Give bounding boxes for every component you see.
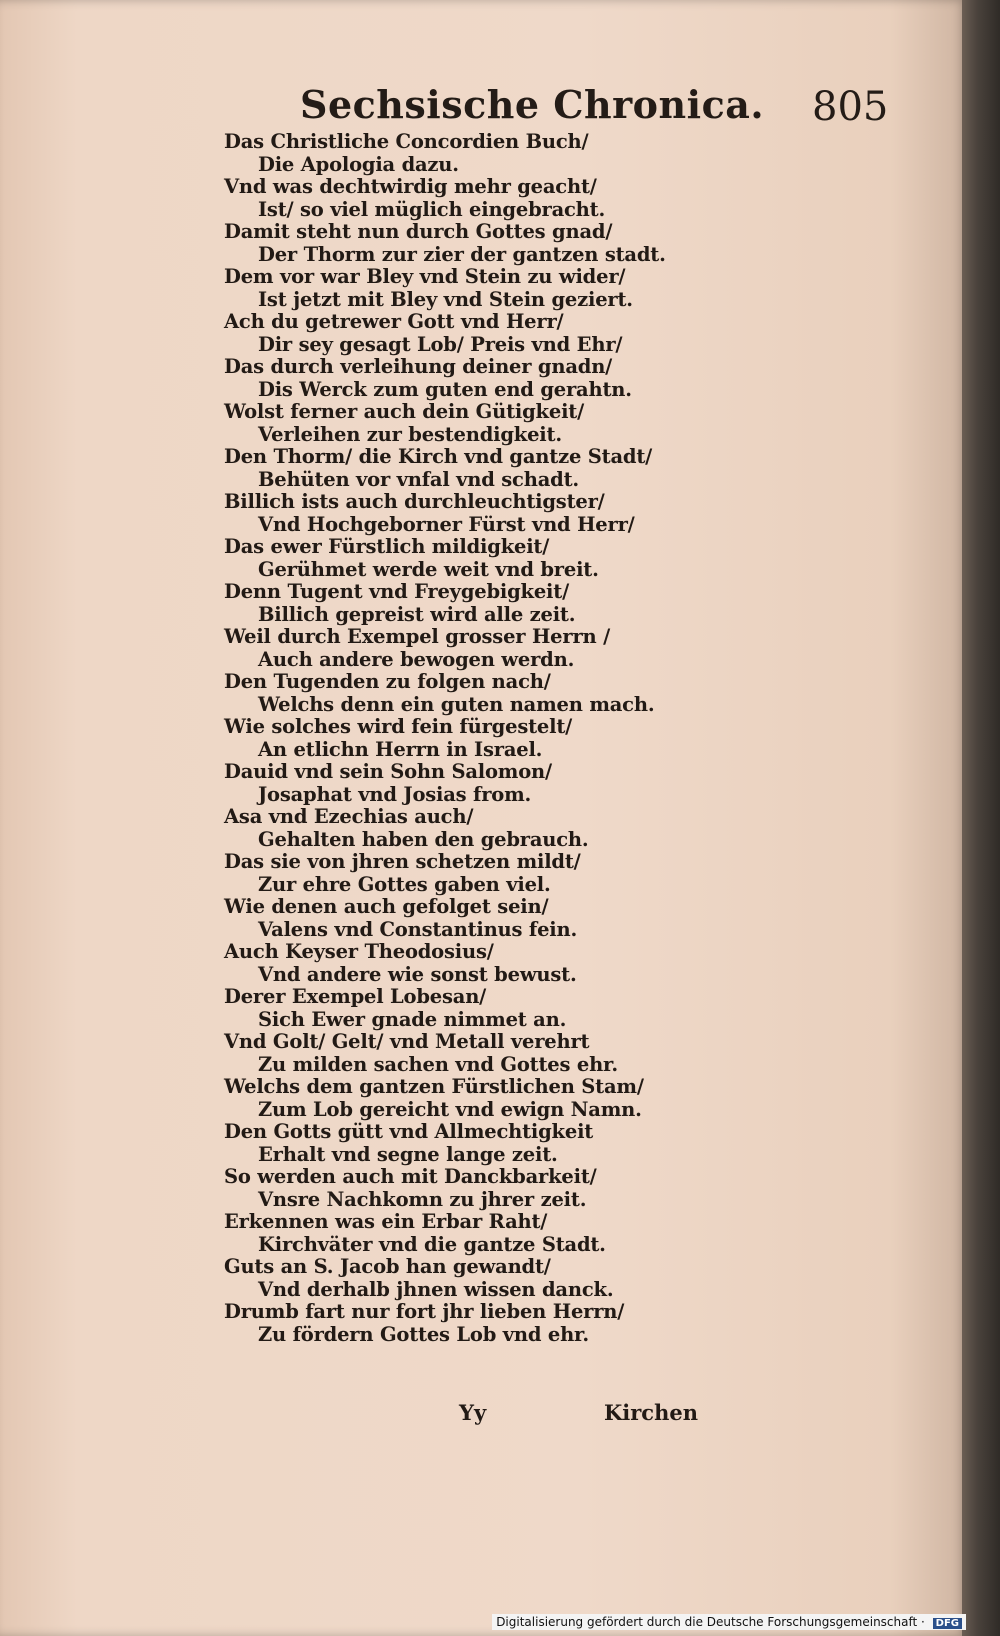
verse-line: Guts an S. Jacob han gewandt/ bbox=[224, 1255, 551, 1278]
verse-line: Vnd Golt/ Gelt/ vnd Metall verehrt bbox=[224, 1030, 590, 1053]
verse-line: Billich ists auch durchleuchtigster/ bbox=[224, 490, 605, 513]
verse-line: Zu fördern Gottes Lob vnd ehr. bbox=[258, 1322, 589, 1346]
verse-line: Derer Exempel Lobesan/ bbox=[224, 985, 487, 1008]
verse-line: Wie denen auch gefolget sein/ bbox=[224, 895, 549, 918]
verse-line: Behüten vor vnfal vnd schadt. bbox=[258, 467, 579, 491]
digitization-credit bbox=[492, 1614, 966, 1630]
verse-line: Die Apologia dazu. bbox=[258, 152, 459, 176]
verse-line: Zur ehre Gottes gaben viel. bbox=[258, 872, 551, 896]
verse-line: Ist/ so viel müglich eingebracht. bbox=[258, 197, 606, 221]
verse-line: Das Christliche Concordien Buch/ bbox=[224, 130, 589, 153]
verse-line: Erkennen was ein Erbar Raht/ bbox=[224, 1210, 548, 1233]
verse-line: An etlichn Herrn in Israel. bbox=[258, 737, 543, 761]
verse-line: Auch andere bewogen werdn. bbox=[258, 647, 575, 671]
verse-line: Vnd andere wie sonst bewust. bbox=[258, 962, 577, 986]
verse-line: Denn Tugent vnd Freygebigkeit/ bbox=[224, 580, 569, 603]
catchword: Kirchen bbox=[604, 1400, 698, 1425]
verse-line: Zum Lob gereicht vnd ewign Namn. bbox=[258, 1097, 642, 1121]
verse-line: Zu milden sachen vnd Gottes ehr. bbox=[258, 1052, 618, 1076]
credit-text: Digitalisierung gefördert durch die Deutsche Forschungsgemeinschaft · bbox=[496, 1615, 925, 1629]
verse-line: Das sie von jhren schetzen mildt/ bbox=[224, 850, 581, 873]
verse-line: Erhalt vnd segne lange zeit. bbox=[258, 1142, 558, 1166]
verse-line: Wolst ferner auch dein Gütigkeit/ bbox=[224, 400, 585, 423]
verse-line: So werden auch mit Danckbarkeit/ bbox=[224, 1165, 597, 1188]
verse-line: Drumb fart nur fort jhr lieben Herrn/ bbox=[224, 1300, 625, 1323]
verse-line: Billich gepreist wird alle zeit. bbox=[258, 602, 576, 626]
verse-line: Den Tugenden zu folgen nach/ bbox=[224, 670, 551, 693]
verse-line: Der Thorm zur zier der gantzen stadt. bbox=[258, 242, 666, 266]
verse-line: Wie solches wird fein fürgestelt/ bbox=[224, 715, 573, 738]
verse-line: Dis Werck zum guten end gerahtn. bbox=[258, 377, 632, 401]
verse-line: Ach du getrewer Gott vnd Herr/ bbox=[224, 310, 564, 333]
verse-line: Asa vnd Ezechias auch/ bbox=[224, 805, 474, 828]
verse-line: Verleihen zur bestendigkeit. bbox=[258, 422, 562, 446]
verse-line: Vnd Hochgeborner Fürst vnd Herr/ bbox=[258, 512, 635, 536]
page-number: 805 bbox=[812, 84, 889, 130]
verse-line: Dir sey gesagt Lob/ Preis vnd Ehr/ bbox=[258, 332, 623, 356]
verse-line: Gehalten haben den gebrauch. bbox=[258, 827, 589, 851]
verse-line: Welchs denn ein guten namen mach. bbox=[258, 692, 655, 716]
verse-line: Auch Keyser Theodosius/ bbox=[224, 940, 494, 963]
verse-line: Damit steht nun durch Gottes gnad/ bbox=[224, 220, 613, 243]
verse-line: Vnd derhalb jhnen wissen danck. bbox=[258, 1277, 614, 1301]
book-gutter bbox=[962, 0, 1000, 1636]
verse-line: Sich Ewer gnade nimmet an. bbox=[258, 1007, 567, 1031]
verse-line: Vnsre Nachkomn zu jhrer zeit. bbox=[258, 1187, 587, 1211]
signature-mark: Yy bbox=[459, 1400, 487, 1425]
verse-line: Kirchväter vnd die gantze Stadt. bbox=[258, 1232, 606, 1256]
verse-line: Welchs dem gantzen Fürstlichen Stam/ bbox=[224, 1075, 644, 1098]
dfg-logo: DFG bbox=[933, 1618, 962, 1629]
verse-line: Weil durch Exempel grosser Herrn / bbox=[224, 625, 611, 648]
verse-line: Den Thorm/ die Kirch vnd gantze Stadt/ bbox=[224, 445, 653, 468]
verse-line: Gerühmet werde weit vnd breit. bbox=[258, 557, 599, 581]
verse-line: Valens vnd Constantinus fein. bbox=[258, 917, 578, 941]
verse-line: Dem vor war Bley vnd Stein zu wider/ bbox=[224, 265, 626, 288]
verse-line: Das durch verleihung deiner gnadn/ bbox=[224, 355, 613, 378]
verse-line: Dauid vnd sein Sohn Salomon/ bbox=[224, 760, 552, 783]
verse-line: Vnd was dechtwirdig mehr geacht/ bbox=[224, 175, 597, 198]
running-head: Sechsische Chronica. bbox=[300, 82, 765, 127]
verse-line: Josaphat vnd Josias from. bbox=[258, 782, 532, 806]
verse-line: Den Gotts gütt vnd Allmechtigkeit bbox=[224, 1120, 594, 1143]
verse-line: Ist jetzt mit Bley vnd Stein geziert. bbox=[258, 287, 633, 311]
verse-line: Das ewer Fürstlich mildigkeit/ bbox=[224, 535, 550, 558]
